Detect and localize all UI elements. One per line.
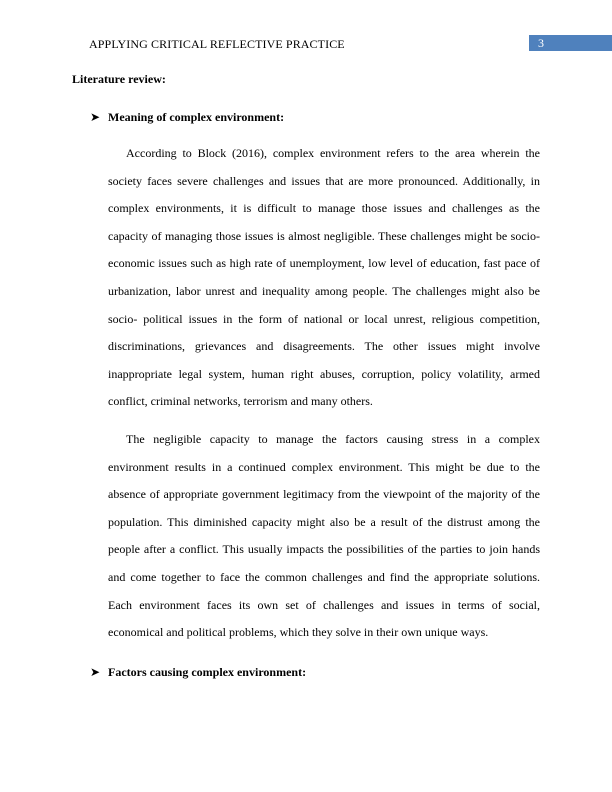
- subsection-heading-meaning: [90, 110, 284, 125]
- page-number: 3: [538, 36, 544, 50]
- arrowhead-bullet-icon: ➤: [90, 110, 101, 124]
- arrowhead-bullet-icon: ➤: [90, 665, 101, 679]
- section-heading: Literature review:: [72, 72, 166, 86]
- running-head-title: APPLYING CRITICAL REFLECTIVE PRACTICE: [89, 37, 345, 51]
- paragraph-meaning-definition: According to Block (2016), complex environment refers to the area wherein the society faces severe challenges and issues that are more pronounced. Additionally, in complex environments, it is difficult to manage those issues and challenges as the capacity of managing those issues is almost negligible. These challenges might be socio-economic issues such as high rate of unemployment, low level of education, fast pace of urbanization, labor unrest and inequality among people. The challenges might also be socio- political issues in the form of national or local unrest, religious competition, discriminations, grievances and disagreements. The other issues might involve inappropriate legal system, human right abuses, corruption, policy volatility, armed conflict, criminal networks, terrorism and many others.: [108, 146, 540, 409]
- paragraph-negligible-capacity: The negligible capacity to manage the factors causing stress in a complex environment results in a continued complex environment. This might be due to the absence of appropriate government legitimacy from the viewpoint of the majority of the population. This diminished capacity might also be a result of the distrust among the people after a conflict. This usually impacts the possibilities of the parties to join hands and come together to face the common challenges and find the appropriate solutions. Each environment faces its own set of challenges and issues in terms of social, economical and political problems, which they solve in their own unique ways.: [108, 432, 540, 640]
- subsection-heading-factors-label: Factors causing complex environment:: [108, 665, 307, 679]
- subsection-heading-meaning-label: Meaning of complex environment:: [108, 110, 285, 124]
- subsection-heading-factors: [90, 665, 306, 680]
- page-number-box: [529, 35, 612, 51]
